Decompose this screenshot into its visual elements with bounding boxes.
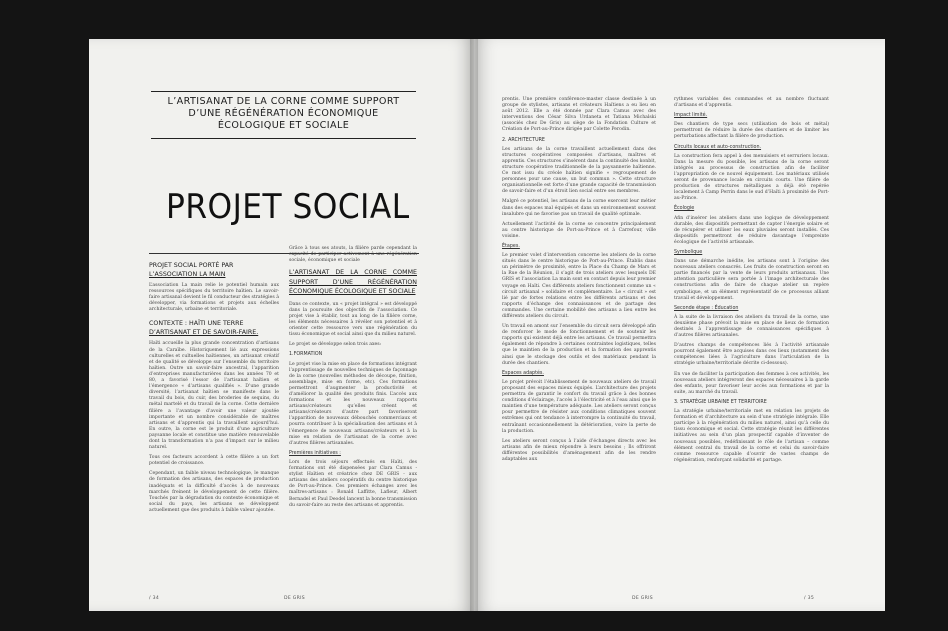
subsection-heading: Circuits locaux et auto-construction.: [674, 144, 762, 150]
title-line: L’ARTISANAT DE LA CORNE COMME SUPPORT: [167, 96, 400, 107]
section-heading: D’ARTISANAT ET DE SAVOIR-FAIRE.: [149, 329, 259, 337]
paragraph: Actuellement l’activité de la corne se concentre principalement au centre historique de Port-au-Prince et à Carrefour, ville voisine.: [502, 221, 656, 239]
running-title: DE GRIS: [632, 596, 654, 601]
subsection-heading: 3. STRATÉGIE URBAINE ET TERRITOIRE: [674, 399, 767, 405]
paragraph: Lors de trois séjours effectués en Haïti, des formations ont été dispensées par Clara Camus - stylist Haïtien et créatrice chez DE GRIS - aux artisans des ateliers coopératifs du centre historique de Port-au-Prince. Ces premiers échanges avec les maîtres-artisans : Ronald Laffitte, Lafleur, Albert Bernadel et Paul Deodel lancent la bonne transmission du savoir-faire au reste des artisans et apprentis.: [289, 459, 417, 508]
paragraph: L’association La main relie le potentiel humain aux ressources spécifiques du territoire haïtien. Le savoir-faire artisanal devient le fil conducteur des stratégies à développer, via formations et projets aux échelles architecturale, urbaine et territoriale.: [149, 283, 279, 313]
subsection-heading: Symbolique: [674, 249, 703, 255]
paragraph: Haïti accueille la plus grande concentration d’artisans de la Caraïbe. Historiquement lié aux expressions culturelles et cultuelles haïtiennes, un artisanat créatif et de qualité se développe sur l’ensemble du territoire haïtien. Outre un savoir-faire ancestral, l’apparition d’entreprises manufacturières dans les années 70 et 80, a favorisé l’essor de l’artisanat haïtien et l’émergence « d’artisans qualifiés ». D’une grande diversité, l’artisanat haïtien se manifeste dans le travail du bois, du cuir, des broderies de sequins, du métal martelé et du travail de la corne. Cette dernière filière a l’avantage d’avoir une valeur ajoutée importante et un nombre considérable de maîtres artisans et d’apprentis qui la travaillent aujourd’hui. En outre, la corne est le produit d’une agriculture paysanne locale et constitue une matière renouvelable dont la transformation n’a pas d’impact sur le milieu naturel.: [149, 341, 279, 451]
paragraph: Le projet prévoit l’établissement de nouveaux ateliers de travail proposant des espaces mieux équipés. L’architecture des projets permettra de garantir le confort du travail grâce à des bonnes conditions d’éclairage, l’accès à l’électricité et à l’eau ainsi que le maintien d’une température adéquate. Les ateliers seront conçus pour permettre de résister aux conditions climatiques souvent extrêmes qui ont tendance à interrompre la continuité du travail, entraînant occasionnellement la détérioration, voire la perte de la production.: [502, 379, 656, 434]
subsection-heading: Impact limité.: [674, 113, 708, 119]
paragraph: La stratégie urbaine/territoriale met en relation les projets de formation et d’architecture au sein d’une stratégie intégrale. Elle participe à la régénération du milieu naturel, ainsi qu’à celle du tissu économique et social. Cette stratégie réunit les différentes initiatives au sein d’un plan prospectif capable d’inventer de nouveaux possibles, redéfinissant le rôle de l’artisan – comme élément central du travail de la corne et celui du savoir-faire comme ressource capable d’ouvrir de vastes champs de régénération, renforçant solidarité et partage.: [674, 409, 829, 463]
paragraph: Malgré ce potentiel, les artisans de la corne exercent leur métier dans des espaces mal équipés et dans un environnement souvent insalubre qui ne favorise pas un travail de qualité optimale.: [502, 199, 656, 217]
paragraph: Dans ce contexte, un « projet intégral » est développé dans la poursuite des objectifs de l’association. Ce projet vise à établir, tout au long de la filière corne, les éléments nécessaires à révéler son potentiel et à orienter cette ressource vers une régénération du tissu économique et social ainsi que du milieu naturel.: [289, 301, 417, 338]
paragraph: Afin d’insérer les ateliers dans une logique de développement durable, des dispositifs permettant de capter l’énergie solaire et de récupérer et utiliser les eaux pluviales seront installés. Ces dispositifs permettront de réduire davantage l’empreinte écologique de l’activité artisanale.: [674, 215, 829, 245]
paragraph: Le projet se développe selon trois axes:: [289, 342, 382, 348]
section-heading: L’ASSOCIATION LA MAIN: [149, 271, 226, 278]
right-column-2: [674, 97, 829, 468]
paragraph: Cependant, un faible niveau technologique, le manque de formation des artisans, des espaces de production inadéquats et la difficulté d’accès à de nouveaux marchés freinent le développement de cette filière. Touchés par la dégradation du contexte économique et social du pays, les artisans se développent actuellement que des produits à faible valeur ajoutée.: [149, 471, 279, 513]
page-number: / 34: [149, 596, 160, 601]
paragraph: Grâce à tous ses atouts, la filière parde cependant la capacité de participer activement à une régénération sociale, économique et sociale: [289, 246, 417, 264]
section-heading: PROJET SOCIAL PORTÉ PAR: [149, 262, 234, 269]
spine-gutter: [470, 39, 478, 611]
left-page: [89, 39, 474, 611]
page-headline: PROJET SOCIAL: [166, 187, 410, 227]
subsection-heading: 2. ARCHITECTURE: [502, 137, 545, 143]
magazine-spread: [89, 39, 885, 611]
left-column-1: [149, 259, 279, 518]
paragraph: Dans une démarche inédite, les artisans sont à l’origine des nouveaux ateliers consacrés. Les fruits de construction seront en partie financés par la vente de leurs produits artisanaux. Une attention particulière sera portée à l’image architecturale des constructions afin de faire de chaque atelier un repère symbolique, et un élément représentatif de ce processus alliant travail et développement.: [674, 259, 829, 301]
paragraph: En vue de faciliter la participation des femmes à ces activités, les nouveaux ateliers intégreront des espaces nécessaires à la garde des enfants, pour favoriser leur accès aux formations et par la suite, au marché du travail.: [674, 371, 829, 395]
paragraph: Les ateliers seront conçus à l’aide d’échanges directs avec les artisans afin de mieux répondre à leurs besoins ; Ils offriront différentes possibilités d’aménagement afin de les rendre adaptables aux: [502, 438, 656, 462]
subsection-heading: Écologie: [674, 206, 695, 212]
right-column-1: [502, 97, 656, 467]
paragraph: Un travail en amont sur l’ensemble du circuit sera développé afin de renforcer le mode de fonctionnement et de soutenir les rapports qui existent déjà entre les artisans. Ce travail permettra également de répondre à certaines contraintes logistiques, telles que le maintien de la production et la formation des apprentis ainsi que le stockage des outils et des matériaux pendant la durée des chantiers.: [502, 324, 656, 366]
left-column-2: [289, 246, 417, 513]
section-heading: CONTEXTE : HAÏTI UNE TERRE: [149, 320, 244, 328]
paragraph: Le projet vise la mise en place de formations intégrant l’apprentissage de nouvelles techniques de façonnage de la corne (nouvelles méthodes de découpe, finition, assemblage, mise en forme, etc). Ces formations permettront d’augmenter la productivité et d’améliorer la qualité des produits finis. L’accès aux formations et les nouveaux rapports artisans/créateurs qu’elles créent et artisans/créateurs d’autre part favoriseront l’apparition de nouveaux débouchés commerciaux et pourra contribuer à la spécialisation des artisans et à l’émergence de nouveaux artisans/créateurs et à la mise en relation de l’artisanat de la corne avec d’autres filières artisanales.: [289, 361, 417, 446]
paragraph: Les artisans de la corne travaillent actuellement dans des structures coopératives composées d’artisans, maîtres et apprentis. Ces structures s’insèrent dans la continuité des konbit, structure coopérative traditionnelle de la paysannerie haïtienne. Ce mot issu du créole haïtien signifie « regroupement de personnes pour une cause, un but commun ». Cette structure organisationnelle est forte d’une grande capacité de transmission de savoir-faire et d’un étroit lien social entre ses membres.: [502, 146, 656, 195]
paragraph: D’autres champs de compétences liés à l’activité artisanale pourront également être acquises dans ces lieux (notamment des compétences liées à l’agriculture dans l’articulation de la stratégie urbaine/territoriale décrite ci-dessous).: [674, 343, 829, 367]
title-line: ÉCOLOGIQUE ET SOCIALE: [217, 120, 350, 131]
paragraph: prentis. Une première conférence-master classe destinée à un groupe de stylistes, artisans et créateurs Haïtiens a eu lieu en août 2012. Elle a été donnée par Clara Camus avec des interventions des César Silva Urdaneta et Tatiana Michalski (associés chez De Gris) au siège de la Fondation Culture et Création de Port-au-Prince dirigée par Colette Perodin.: [502, 97, 656, 133]
paragraph: rythmes variables des commandes et au nombre fluctuant d’artisans et d’apprentis.: [674, 97, 829, 109]
subsection-heading: Premières initiatives :: [289, 450, 341, 456]
subsection-heading: 1.FORMATION: [289, 352, 323, 358]
right-page: [474, 39, 885, 611]
title-line: D’UNE RÉGÉNÉRATION ÉCONOMIQUE: [188, 108, 379, 119]
running-title: DE GRIS: [284, 596, 306, 601]
page-number: / 35: [804, 596, 815, 601]
subsection-heading: Seconde étape : Éducation: [674, 305, 739, 311]
section-heading: L’ARTISANAT DE LA CORNE COMME SUPPORT D’UNE RÉGÉNÉRATION ÉCONOMIQUE ÉCOLOGIQUE ET SOCIALE: [289, 269, 417, 296]
paragraph: Des chantiers de type secs (utilisation de bois et métal) permettront de réduire la durée des chantiers et de limiter les perturbations affectant la filière de production.: [674, 122, 829, 140]
article-title-block: [151, 91, 416, 139]
paragraph: Le premier volet d’intervention concerne les ateliers de la corne situés dans le centre historique de Port-au-Prince. Établis dans un périmètre de proximité, entre la Place du Champ de Mars et la Rue de la Réunion, il s’agit de trois ateliers avec lesquels DE GRIS et l’association La main sont en contact depuis leur premier voyage en Haïti. Ces différents ateliers fonctionnent comme un « circuit artisanal » solidaire et complémentaire. Le « circuit » est lié par de fortes relations entre les différents artisans et des rapports d’échange des connaissances et de partage des commandes. Une certaine mobilité des artisans a lieu entre les différents ateliers du circuit.: [502, 253, 656, 319]
subsection-heading: Étapes.: [502, 243, 520, 249]
paragraph: Tous ces facteurs accordent à cette filière a un fort potentiel de croissance.: [149, 455, 279, 467]
paragraph: La construction fera appel à des menuisiers et serruriers locaux. Dans la mesure du possible, les artisans de la corne seront intégrés au processus de construction afin de faciliter l’appropriation de ce nouvel équipement. Les matériaux utilisés seront de provenance locale en circuits courts. Une filière de production de structures métalliques a déjà été repérée localement à Camp Perrin dans le sud d’Haïti à proximité de Port-au-Prince.: [674, 153, 829, 202]
paragraph: À la suite de la livraison des ateliers du travail de la corne, une deuxième phase prévoit la mise en place de lieux de formation destinés à l’apprentissage de connaissances spécifiques à d’autres filières artisanales.: [674, 314, 829, 339]
subsection-heading: Espaces adaptés.: [502, 370, 544, 376]
